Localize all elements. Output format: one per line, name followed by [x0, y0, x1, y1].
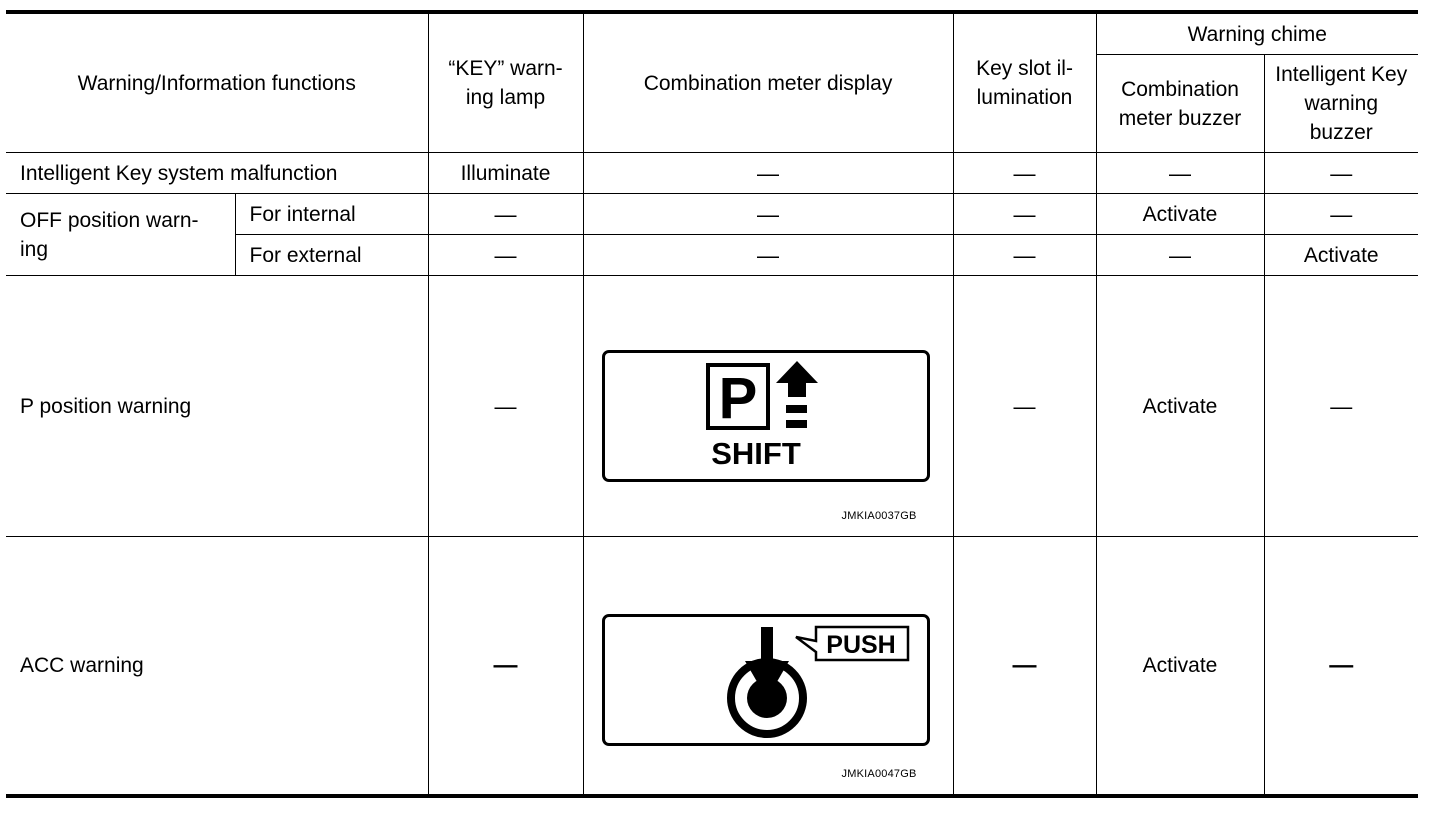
ik-buzzer-cell: —: [1264, 276, 1418, 537]
row-label: ACC warning: [6, 537, 428, 796]
key-lamp-cell: —: [428, 276, 583, 537]
meter-display-cell: —: [583, 153, 953, 194]
table-row: [6, 537, 1418, 796]
table-row: [6, 194, 1418, 235]
push-button-icon: [605, 617, 927, 743]
meter-buzzer-cell: Activate: [1096, 194, 1264, 235]
header-meter-buzzer: Combination meter buzzer: [1096, 55, 1264, 153]
header-meter-display: Combination meter display: [583, 12, 953, 153]
header-ik-buzzer: Intelligent Key warning buzzer: [1264, 55, 1418, 153]
warning-functions-table: [6, 10, 1418, 798]
meter-display-cell: [583, 276, 953, 537]
header-key-lamp: “KEY” warn-ing lamp: [428, 12, 583, 153]
meter-buzzer-cell: Activate: [1096, 537, 1264, 796]
meter-buzzer-cell: —: [1096, 235, 1264, 276]
table-row: [6, 153, 1418, 194]
key-slot-cell: —: [953, 276, 1096, 537]
figure-reference: JMKIA0037GB: [841, 510, 917, 522]
key-lamp-cell: —: [428, 235, 583, 276]
key-slot-cell: —: [953, 537, 1096, 796]
p-shift-display: [602, 350, 930, 482]
row-label: P position warning: [6, 276, 428, 537]
row-label: OFF position warn-ing: [6, 194, 235, 276]
meter-display-cell: [583, 537, 953, 796]
warning-functions-table-container: [6, 10, 1418, 798]
meter-display-cell: —: [583, 235, 953, 276]
push-display: [602, 614, 930, 746]
key-slot-cell: —: [953, 194, 1096, 235]
key-lamp-cell: —: [428, 537, 583, 796]
row-sublabel: For internal: [235, 194, 428, 235]
ik-buzzer-cell: Activate: [1264, 235, 1418, 276]
header-warning-chime: Warning chime: [1096, 12, 1418, 55]
ik-buzzer-cell: —: [1264, 537, 1418, 796]
shift-text: SHIFT: [710, 436, 801, 471]
ik-buzzer-cell: —: [1264, 194, 1418, 235]
meter-buzzer-cell: —: [1096, 153, 1264, 194]
key-slot-cell: —: [953, 153, 1096, 194]
key-lamp-cell: Illuminate: [428, 153, 583, 194]
table-row: [6, 276, 1418, 537]
meter-buzzer-cell: Activate: [1096, 276, 1264, 537]
p-shift-icon: [605, 353, 927, 479]
key-slot-cell: —: [953, 235, 1096, 276]
header-functions: Warning/Information functions: [6, 12, 428, 153]
push-text: PUSH: [825, 631, 896, 659]
row-label: Intelligent Key system malfunction: [6, 153, 428, 194]
header-key-slot: Key slot il-lumination: [953, 12, 1096, 153]
ik-buzzer-cell: —: [1264, 153, 1418, 194]
figure-reference: JMKIA0047GB: [841, 767, 917, 780]
meter-display-cell: —: [583, 194, 953, 235]
p-letter: P: [718, 366, 757, 431]
row-sublabel: For external: [235, 235, 428, 276]
up-arrow-icon: [776, 361, 818, 397]
key-lamp-cell: —: [428, 194, 583, 235]
